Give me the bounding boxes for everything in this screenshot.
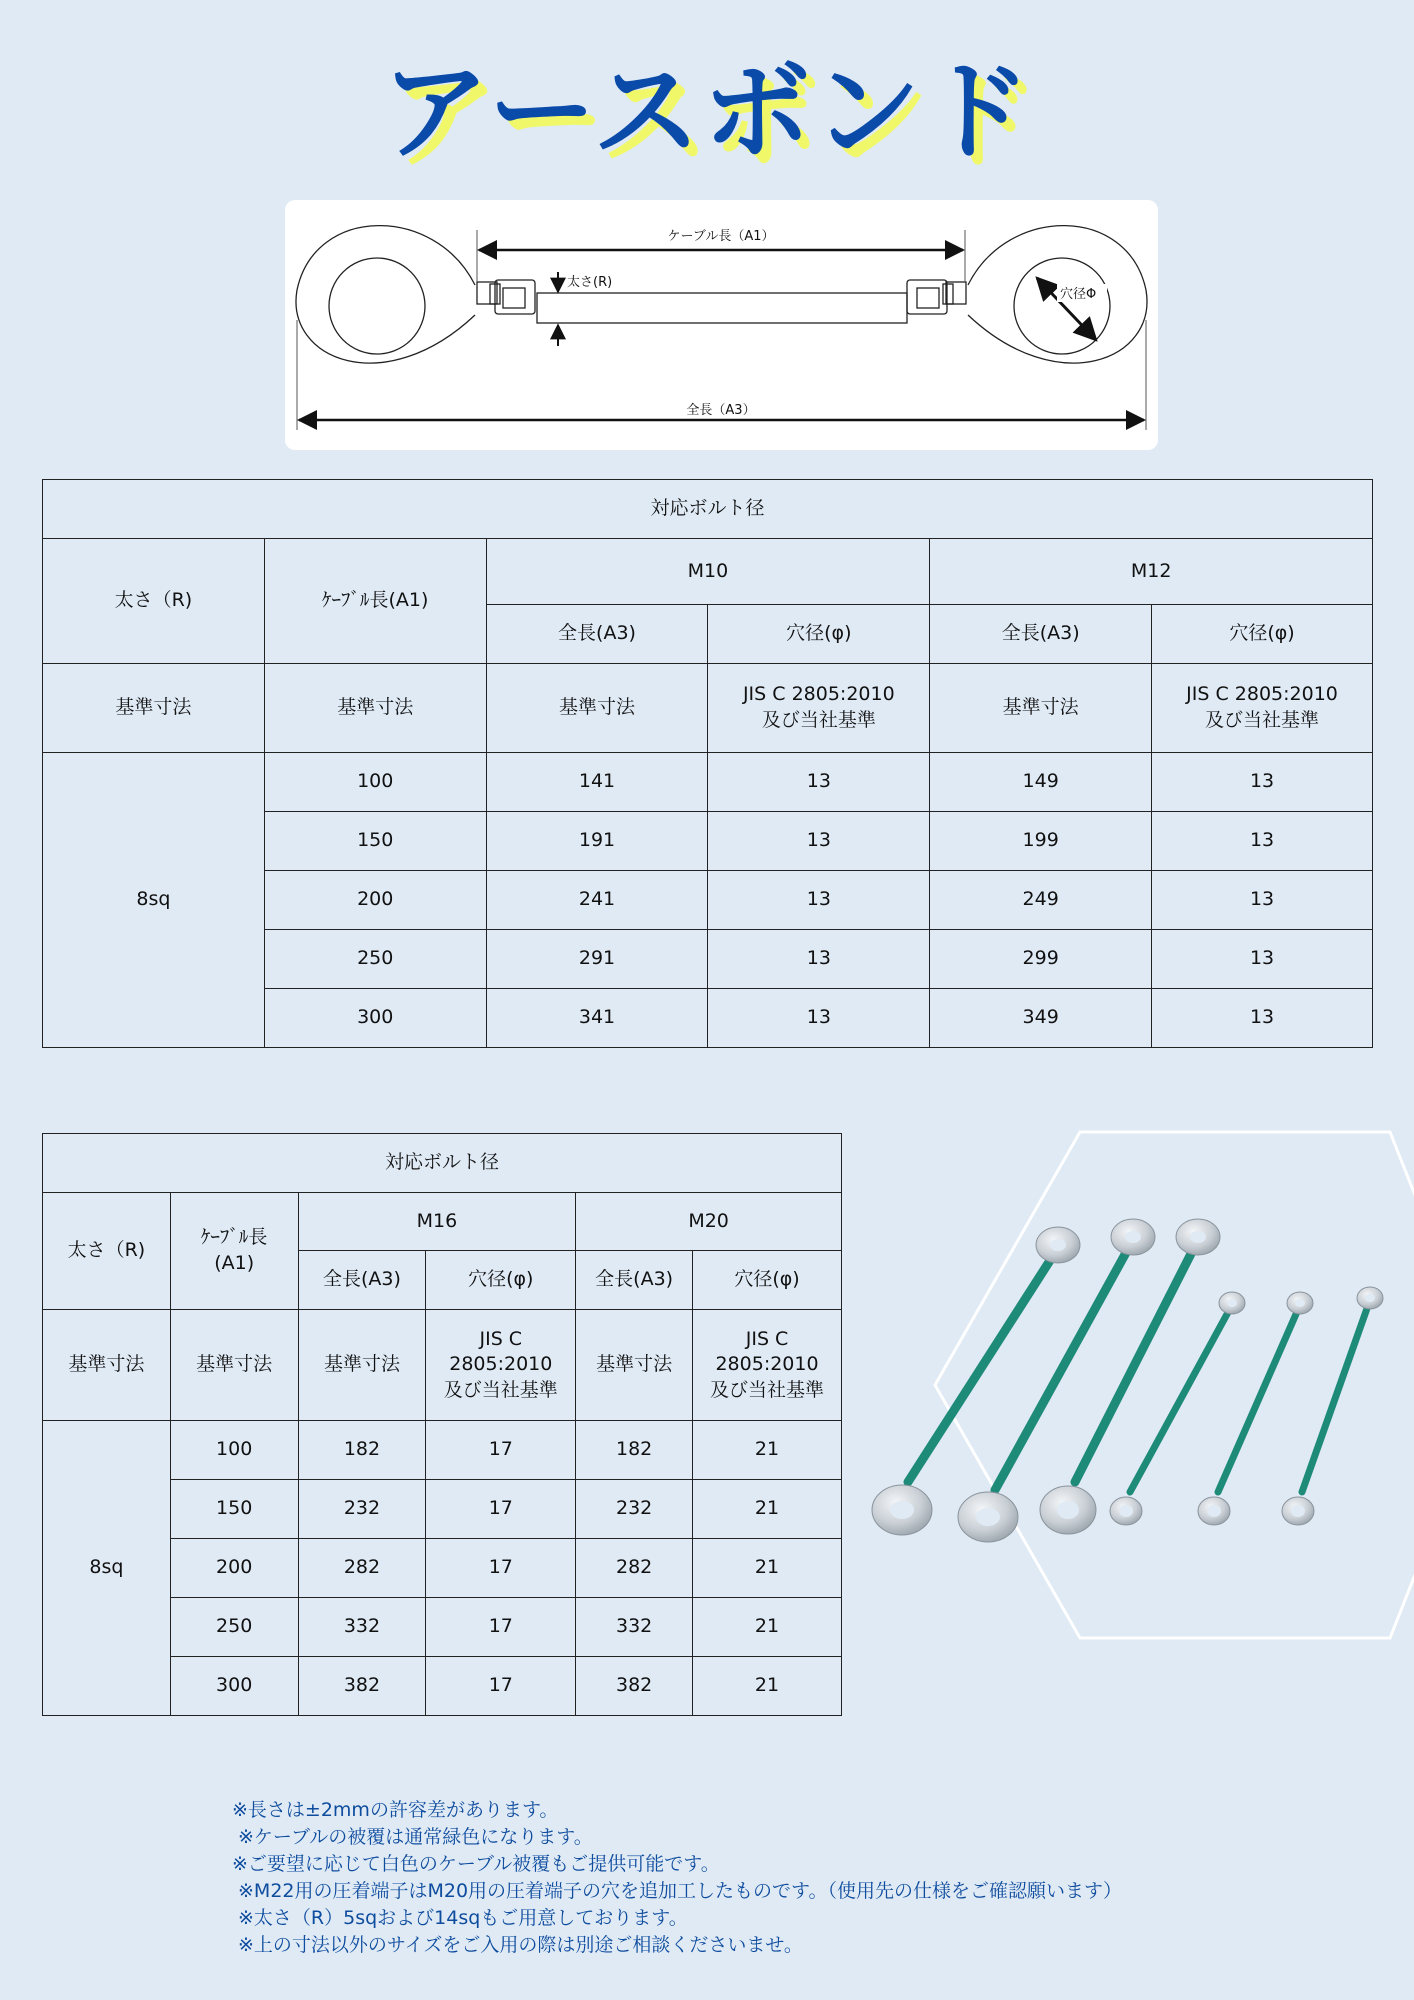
page-title: アースボンド [381, 50, 1033, 175]
cell: 299 [930, 930, 1152, 989]
cell: 200 [264, 871, 486, 930]
cell: 182 [576, 1421, 693, 1480]
cell: 191 [486, 812, 708, 871]
cell: 232 [576, 1480, 693, 1539]
sub-hole: 穴径(φ) [1152, 605, 1373, 664]
note-line: ※M22用の圧着端子はM20用の圧着端子の穴を追加工したものです。（使用先の仕様をご確認願います） [238, 1880, 1123, 1902]
col-cable-length: ｹｰﾌﾞﾙ長(A1) [264, 539, 486, 664]
hole-diameter-label: 穴径Φ [1060, 287, 1097, 302]
cell: 21 [693, 1480, 842, 1539]
cell: 382 [576, 1657, 693, 1716]
cell: 17 [426, 1421, 576, 1480]
cell: 13 [708, 753, 930, 812]
cell: 13 [708, 871, 930, 930]
cable-length-label: ケーブル長（A1） [667, 229, 775, 244]
cell: 13 [1152, 930, 1373, 989]
group-m10: M10 [486, 539, 930, 605]
thickness-label: 太さ(R) [567, 275, 613, 290]
cell: 332 [576, 1598, 693, 1657]
product-photo [840, 1130, 1414, 1640]
col-thickness: 太さ（R) [43, 539, 265, 664]
bond-cable-small [1198, 1292, 1313, 1525]
cell: 341 [486, 989, 708, 1048]
cell: 13 [708, 930, 930, 989]
note-line: ※ケーブルの被覆は通常緑色になります。 [238, 1826, 593, 1848]
dimension-diagram [285, 200, 1158, 450]
cell: 13 [708, 989, 930, 1048]
note-line: ※長さは±2mmの許容差があります。 [232, 1799, 559, 1821]
cell: 150 [264, 812, 486, 871]
table-row [43, 753, 1373, 812]
cell: 182 [298, 1421, 426, 1480]
note-line: ※ご要望に応じて白色のケーブル被覆もご提供可能です。 [232, 1853, 720, 1875]
cell: 13 [708, 812, 930, 871]
cell: 13 [1152, 753, 1373, 812]
std-cell: 基準寸法 [43, 1310, 171, 1421]
jis-cell: JIS C 2805:2010 及び当社基準 [1152, 664, 1373, 753]
size-cell: 8sq [43, 1421, 171, 1716]
cell: 349 [930, 989, 1152, 1048]
table-header: 対応ボルト径 [43, 480, 1373, 539]
cell: 250 [170, 1598, 298, 1657]
cell: 199 [930, 812, 1152, 871]
cell: 21 [693, 1421, 842, 1480]
cell: 200 [170, 1539, 298, 1598]
notes [232, 1797, 1122, 1959]
std-cell: 基準寸法 [298, 1310, 426, 1421]
group-m16: M16 [298, 1193, 576, 1251]
cell: 282 [298, 1539, 426, 1598]
cell: 100 [170, 1421, 298, 1480]
cell: 17 [426, 1480, 576, 1539]
cable-body [537, 293, 907, 323]
note-line: ※上の寸法以外のサイズをご入用の際は別途ご相談くださいませ。 [238, 1934, 803, 1956]
table-row [43, 1421, 842, 1480]
cell: 17 [426, 1539, 576, 1598]
std-cell: 基準寸法 [576, 1310, 693, 1421]
cell: 382 [298, 1657, 426, 1716]
cell: 282 [576, 1539, 693, 1598]
sub-hole: 穴径(φ) [426, 1251, 576, 1310]
cell: 300 [170, 1657, 298, 1716]
left-lug [296, 226, 535, 363]
std-cell: 基準寸法 [486, 664, 708, 753]
cell: 232 [298, 1480, 426, 1539]
cell: 300 [264, 989, 486, 1048]
std-cell: 基準寸法 [170, 1310, 298, 1421]
cell: 250 [264, 930, 486, 989]
cell: 249 [930, 871, 1152, 930]
bond-cable-small [1110, 1292, 1245, 1525]
cell: 13 [1152, 989, 1373, 1048]
sub-hole: 穴径(φ) [693, 1251, 842, 1310]
cell: 21 [693, 1539, 842, 1598]
cell: 17 [426, 1598, 576, 1657]
cell: 241 [486, 871, 708, 930]
sub-total-length: 全長(A3) [930, 605, 1152, 664]
note-line: ※太さ（R）5sqおよび14sqもご用意しております。 [238, 1907, 688, 1929]
total-length-label: 全長（A3） [686, 403, 756, 418]
cell: 291 [486, 930, 708, 989]
bond-cable-large [872, 1227, 1080, 1535]
cell: 150 [170, 1480, 298, 1539]
std-cell: 基準寸法 [43, 664, 265, 753]
sub-total-length: 全長(A3) [486, 605, 708, 664]
cell: 17 [426, 1657, 576, 1716]
sub-total-length: 全長(A3) [298, 1251, 426, 1310]
sub-total-length: 全長(A3) [576, 1251, 693, 1310]
bond-cable-small [1282, 1287, 1383, 1525]
jis-cell: JIS C 2805:2010 及び当社基準 [708, 664, 930, 753]
cell: 141 [486, 753, 708, 812]
cell: 13 [1152, 812, 1373, 871]
cell: 332 [298, 1598, 426, 1657]
cell: 13 [1152, 871, 1373, 930]
cell: 21 [693, 1657, 842, 1716]
jis-cell: JIS C 2805:2010 及び当社基準 [426, 1310, 576, 1421]
cell: 100 [264, 753, 486, 812]
group-m20: M20 [576, 1193, 842, 1251]
spec-table-m10-m12 [42, 479, 1373, 1048]
cell: 149 [930, 753, 1152, 812]
group-m12: M12 [930, 539, 1373, 605]
size-cell: 8sq [43, 753, 265, 1048]
col-cable-length: ｹｰﾌﾞﾙ長 (A1) [170, 1193, 298, 1310]
std-cell: 基準寸法 [264, 664, 486, 753]
col-thickness: 太さ（R) [43, 1193, 171, 1310]
table-header: 対応ボルト径 [43, 1134, 842, 1193]
right-lug [907, 226, 1147, 363]
jis-cell: JIS C 2805:2010 及び当社基準 [693, 1310, 842, 1421]
sub-hole: 穴径(φ) [708, 605, 930, 664]
std-cell: 基準寸法 [930, 664, 1152, 753]
cell: 21 [693, 1598, 842, 1657]
spec-table-m16-m20 [42, 1133, 842, 1716]
